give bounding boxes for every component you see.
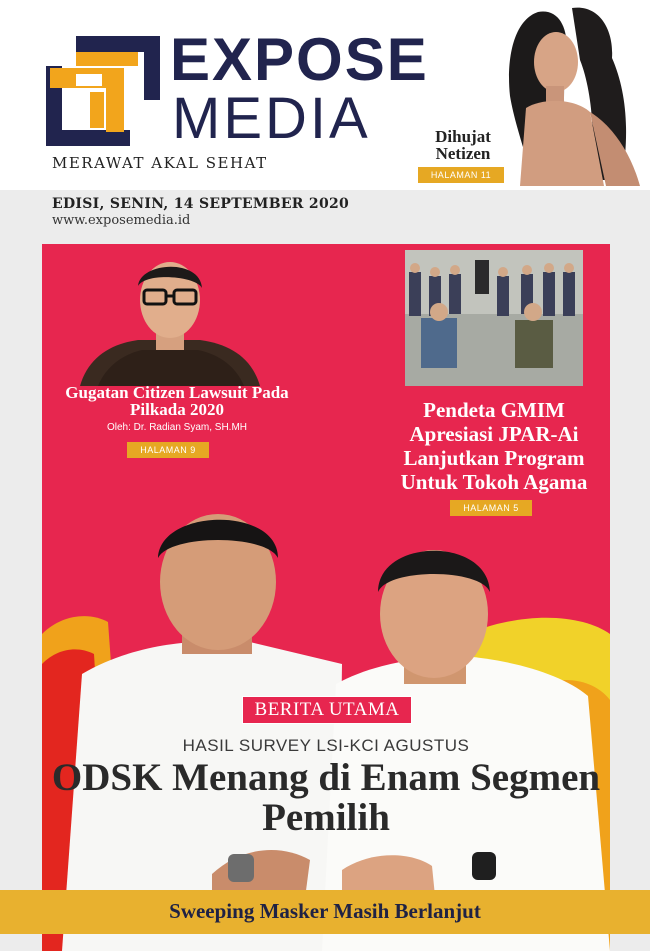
- bottom-headline[interactable]: Sweeping Masker Masih Berlanjut: [169, 899, 481, 923]
- opinion-byline: Oleh: Dr. Radian Syam, SH.MH: [106, 422, 248, 433]
- candidates-photo[interactable]: [42, 514, 610, 951]
- opinion-page-badge: HALAMAN 9: [127, 442, 209, 458]
- church-headline[interactable]: Pendeta GMIM Apresiasi JPAR-Ai Lanjutkan Program Untuk Tokoh Agama: [400, 398, 588, 494]
- expose-media-logo: [46, 36, 160, 146]
- main-story-kicker: BERITA UTAMA: [242, 696, 412, 724]
- edition-date: EDISI, SENIN, 14 SEPTEMBER 2020: [52, 196, 350, 212]
- brand-name-line2: MEDIA: [172, 86, 371, 151]
- website-link[interactable]: www.exposemedia.id: [52, 213, 191, 228]
- church-page-badge: HALAMAN 5: [450, 500, 532, 516]
- tagline: MERAWAT AKAL SEHAT: [52, 154, 268, 172]
- main-headline[interactable]: ODSK Menang di Enam Segmen Pemilih: [51, 756, 601, 839]
- teaser-page-badge: HALAMAN 11: [418, 167, 504, 183]
- masthead: [0, 0, 650, 190]
- main-story-overline: HASIL SURVEY LSI-KCI AGUSTUS: [182, 736, 470, 755]
- cover-panel: [42, 244, 610, 951]
- opinion-headline[interactable]: Gugatan Citizen Lawsuit Pada Pilkada 2020: [65, 383, 289, 419]
- teaser-title[interactable]: Dihujat Netizen: [435, 127, 491, 163]
- opinion-author-photo[interactable]: [80, 250, 260, 386]
- brand-name-line1: EXPOSE: [170, 26, 429, 93]
- church-story-photo[interactable]: [405, 250, 583, 386]
